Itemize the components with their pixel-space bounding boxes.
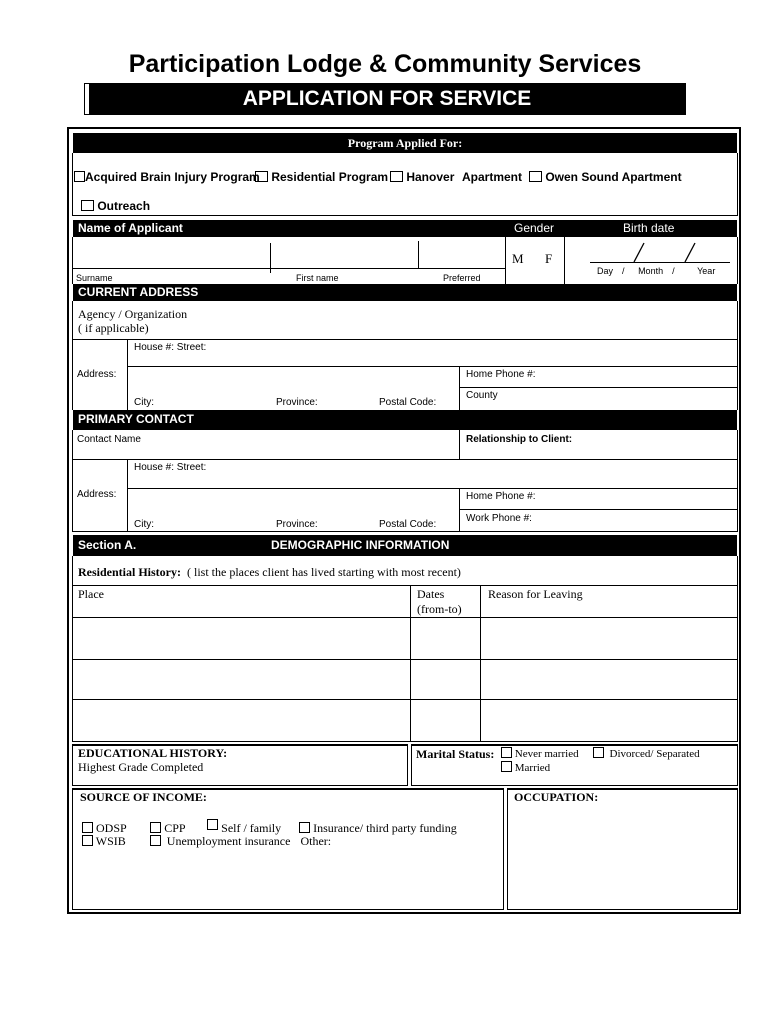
divider bbox=[127, 339, 128, 410]
divider bbox=[459, 387, 738, 388]
education-sub: Highest Grade Completed bbox=[78, 760, 204, 774]
name-divider bbox=[418, 241, 419, 268]
row-line bbox=[72, 699, 738, 700]
divider bbox=[127, 459, 128, 532]
program-option-label: Outreach bbox=[97, 199, 151, 213]
house-street-label: House #: Street: bbox=[134, 342, 207, 353]
gender-m[interactable]: M bbox=[512, 251, 524, 266]
section-a-label: Section A. bbox=[78, 538, 137, 552]
agency-label-line: ( if applicable) bbox=[78, 321, 149, 335]
col-dates-line: (from-to) bbox=[417, 602, 462, 616]
checkbox[interactable] bbox=[390, 171, 403, 182]
income-other-label: Other: bbox=[300, 834, 332, 848]
birth-separator: / bbox=[672, 266, 675, 276]
province-label: Province: bbox=[276, 519, 318, 530]
checkbox[interactable] bbox=[74, 171, 85, 182]
postal-code-label: Postal Code: bbox=[379, 397, 437, 408]
checkbox[interactable] bbox=[299, 822, 310, 833]
occupation-label: OCCUPATION: bbox=[514, 790, 599, 804]
program-option-hanover[interactable] bbox=[390, 170, 454, 184]
income-option-label: WSIB bbox=[95, 834, 126, 848]
divider bbox=[480, 585, 481, 742]
checkbox[interactable] bbox=[207, 819, 218, 830]
checkbox[interactable] bbox=[593, 747, 604, 758]
divider bbox=[410, 585, 411, 742]
program-option-owen-sound[interactable] bbox=[529, 170, 682, 184]
birth-year-label: Year bbox=[697, 266, 716, 276]
primary-contact-box bbox=[72, 430, 738, 532]
income-option-wsib[interactable] bbox=[82, 834, 126, 848]
row-line bbox=[72, 659, 738, 660]
checkbox[interactable] bbox=[82, 822, 93, 833]
income-option-unemployment[interactable] bbox=[150, 834, 291, 848]
marital-option-label: Divorced/ Separated bbox=[609, 748, 700, 760]
program-option-outreach[interactable] bbox=[81, 199, 150, 213]
section-a-title: DEMOGRAPHIC INFORMATION bbox=[271, 538, 450, 552]
col-reason: Reason for Leaving bbox=[488, 587, 583, 601]
education-label: EDUCATIONAL HISTORY: bbox=[78, 746, 228, 760]
income-option-cpp[interactable] bbox=[150, 821, 185, 835]
applicant-heading: Name of Applicant bbox=[78, 221, 183, 235]
income-option-label: Insurance/ third party funding bbox=[313, 821, 457, 835]
birth-date-label: Birth date bbox=[623, 221, 675, 235]
income-box bbox=[72, 788, 504, 910]
relationship-label: Relationship to Client: bbox=[466, 434, 573, 445]
divider bbox=[72, 585, 738, 586]
checkbox[interactable] bbox=[529, 171, 542, 182]
birth-month-label: Month bbox=[638, 266, 664, 276]
divider bbox=[459, 366, 460, 410]
marital-divorced[interactable] bbox=[593, 747, 700, 760]
gender-label: Gender bbox=[514, 221, 555, 235]
col-place: Place bbox=[78, 587, 104, 601]
income-row-2 bbox=[82, 834, 331, 849]
marital-label: Marital Status: bbox=[416, 747, 495, 761]
row-line bbox=[72, 617, 738, 618]
birth-slashes bbox=[630, 241, 710, 263]
primary-contact-heading: PRIMARY CONTACT bbox=[78, 412, 194, 426]
program-option-abi[interactable] bbox=[74, 170, 260, 184]
income-option-self[interactable] bbox=[207, 821, 281, 835]
section-a-bar bbox=[73, 535, 737, 556]
program-option-apartment: Apartment bbox=[462, 170, 523, 184]
birth-separator: / bbox=[622, 266, 625, 276]
checkbox[interactable] bbox=[82, 835, 93, 846]
form-title-bar bbox=[85, 84, 685, 114]
marital-never[interactable] bbox=[501, 747, 579, 760]
province-label: Province: bbox=[276, 397, 318, 408]
divider bbox=[459, 488, 460, 532]
city-label: City: bbox=[134, 519, 154, 530]
divider bbox=[459, 430, 460, 459]
name-line bbox=[72, 268, 505, 269]
marital-option-label: Married bbox=[514, 762, 551, 774]
divider bbox=[72, 339, 738, 340]
col-dates bbox=[417, 587, 462, 617]
checkbox[interactable] bbox=[255, 171, 268, 182]
birth-day-label: Day bbox=[597, 266, 614, 276]
work-phone-label: Work Phone #: bbox=[466, 513, 532, 524]
program-box bbox=[72, 153, 738, 216]
divider bbox=[72, 459, 738, 460]
address-label: Address: bbox=[77, 369, 117, 380]
program-option-label: Residential Program bbox=[271, 170, 389, 184]
preferred-label: Preferred bbox=[443, 273, 481, 283]
agency-label-line: Agency / Organization bbox=[78, 307, 188, 321]
birth-format bbox=[597, 266, 715, 276]
program-option-label: Owen Sound Apartment bbox=[545, 170, 682, 184]
birth-divider bbox=[564, 237, 565, 284]
income-option-label: Unemployment insurance bbox=[166, 834, 291, 848]
education-section bbox=[78, 746, 227, 774]
income-option-label: ODSP bbox=[96, 821, 127, 835]
marital-option-label: Never married bbox=[514, 748, 579, 760]
city-label: City: bbox=[134, 397, 154, 408]
gender-divider bbox=[505, 237, 506, 284]
residential-history-note: ( list the places client has lived starting with most recent) bbox=[187, 565, 461, 579]
divider bbox=[127, 488, 738, 489]
divider bbox=[127, 366, 738, 367]
org-title: Participation Lodge & Community Services bbox=[128, 50, 642, 78]
gender-f[interactable]: F bbox=[545, 251, 553, 266]
form-title: APPLICATION FOR SERVICE bbox=[242, 87, 532, 110]
checkbox[interactable] bbox=[501, 761, 512, 772]
income-label: SOURCE OF INCOME: bbox=[80, 790, 207, 804]
home-phone-label: Home Phone #: bbox=[466, 491, 536, 502]
primary-contact-bar bbox=[73, 410, 737, 430]
income-option-label: CPP bbox=[164, 821, 186, 835]
occupation-box bbox=[507, 788, 738, 910]
checkbox[interactable] bbox=[150, 822, 161, 833]
checkbox[interactable] bbox=[501, 747, 512, 758]
program-option-label: Hanover bbox=[406, 170, 455, 184]
agency-label bbox=[78, 307, 187, 335]
program-option-residential[interactable] bbox=[255, 170, 388, 184]
income-option-insurance[interactable] bbox=[299, 821, 457, 835]
residential-history-label: Residential History: bbox=[78, 565, 181, 579]
program-option-label: Acquired Brain Injury Program bbox=[85, 170, 260, 184]
current-address-bar bbox=[73, 284, 737, 301]
house-street-label: House #: Street: bbox=[134, 462, 207, 473]
residential-history-heading bbox=[78, 565, 461, 580]
income-option-label: Self / family bbox=[221, 821, 282, 835]
contact-name-label: Contact Name bbox=[77, 434, 141, 445]
program-heading-bar bbox=[73, 133, 737, 153]
checkbox[interactable] bbox=[150, 835, 161, 846]
home-phone-label: Home Phone #: bbox=[466, 369, 536, 380]
surname-label: Surname bbox=[76, 273, 113, 283]
program-heading: Program Applied For: bbox=[347, 136, 463, 150]
residential-history-box bbox=[72, 556, 738, 742]
postal-code-label: Postal Code: bbox=[379, 519, 437, 530]
divider bbox=[459, 509, 738, 510]
col-dates-line: Dates bbox=[417, 587, 445, 601]
county-label: County bbox=[466, 390, 498, 401]
first-name-label: First name bbox=[296, 273, 339, 283]
applicant-heading-bar bbox=[73, 220, 737, 237]
address-label: Address: bbox=[77, 489, 117, 500]
name-divider bbox=[270, 243, 271, 273]
marital-married[interactable] bbox=[501, 761, 550, 774]
income-option-odsp[interactable] bbox=[82, 821, 126, 835]
current-address-heading: CURRENT ADDRESS bbox=[78, 285, 199, 299]
checkbox[interactable] bbox=[81, 200, 94, 211]
